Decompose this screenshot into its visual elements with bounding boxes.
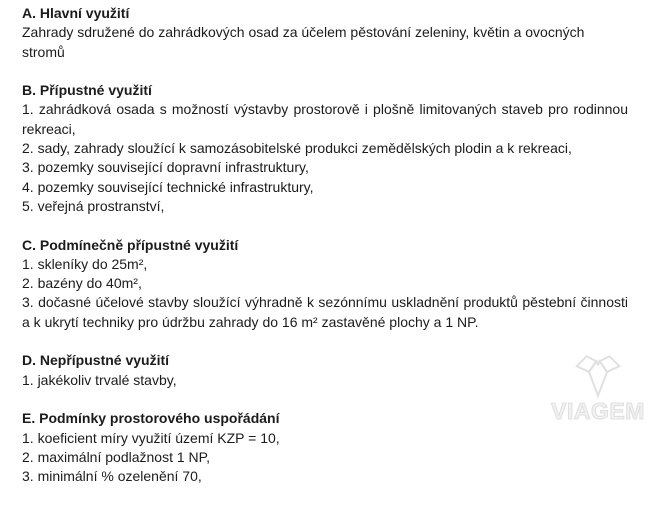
section-a-main-use xyxy=(22,4,628,62)
list-item: 4. pozemky související technické infrastruktury, xyxy=(22,178,314,195)
section-b-heading: B. Přípustné využití xyxy=(22,82,152,99)
list-item: 5. veřejná prostranství, xyxy=(22,197,165,214)
section-c-conditionally-permissible-use xyxy=(22,236,628,332)
section-b-permissible-use xyxy=(22,81,628,216)
section-e-spatial-arrangement xyxy=(22,409,628,486)
section-a-paragraph: Zahrady sdružené do zahrádkových osad za účelem pěstování zeleniny, květin a ovocných stromů xyxy=(22,24,585,60)
section-c-heading: C. Podmínečně přípustné využití xyxy=(22,236,239,253)
section-d-impermissible-use xyxy=(22,351,628,390)
list-item: 1. zahrádková osada s možností výstavby prostorově i plošně limitovaných staveb pro rodinnou rekreaci, xyxy=(22,101,628,137)
section-d-heading: D. Nepřípustné využití xyxy=(22,352,170,369)
list-item: 1. jakékoliv trvalé stavby, xyxy=(22,371,177,388)
list-item: 3. pozemky související dopravní infrastruktury, xyxy=(22,159,309,176)
list-item: 1. koeficient míry využití území KZP = 10, xyxy=(22,429,280,446)
list-item: 3. dočasné účelové stavby sloužící výhradně k sezónnímu uskladnění produktů pěstební činnosti a k ukrytí techniky pro údržbu zahrady do 16 m² zastavěné plochy a 1 NP. xyxy=(22,294,628,330)
zoning-document xyxy=(22,4,628,506)
list-item: 2. sady, zahrady sloužící k samozásobitelské produkci zemědělských plodin a k rekreaci, xyxy=(22,140,572,157)
list-item: 3. minimální % ozelenění 70, xyxy=(22,468,202,485)
viagem-watermark-text: VIAGEM xyxy=(551,398,645,424)
list-item: 2. bazény do 40m², xyxy=(22,275,142,292)
section-a-heading: A. Hlavní využití xyxy=(22,5,130,21)
list-item: 1. skleníky do 25m², xyxy=(22,255,148,272)
section-e-heading: E. Podmínky prostorového uspořádání xyxy=(22,410,280,427)
list-item: 2. maximální podlažnost 1 NP, xyxy=(22,448,211,465)
